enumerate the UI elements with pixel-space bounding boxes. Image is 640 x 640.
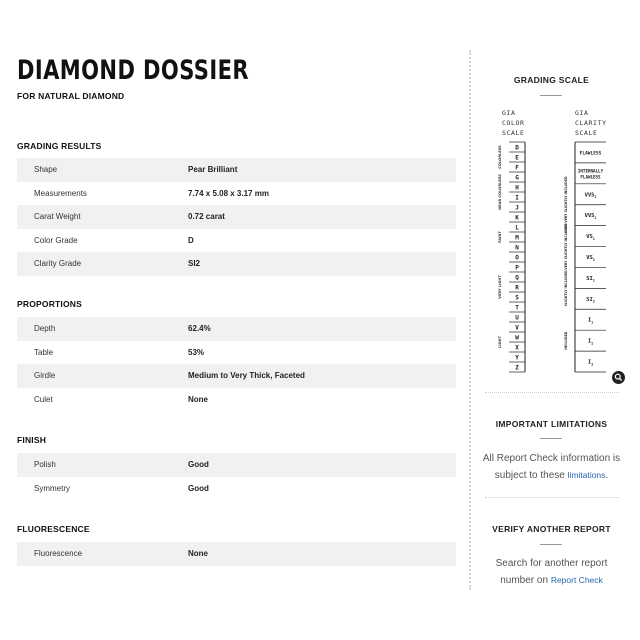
grading-scale-diagram bbox=[479, 142, 624, 382]
section-title-proportions: PROPORTIONS bbox=[17, 299, 83, 309]
clarity-grade-label: FLAWLESS bbox=[579, 151, 602, 157]
table-row bbox=[17, 453, 456, 477]
report-check-link[interactable]: Report Check bbox=[550, 575, 603, 585]
table-row bbox=[17, 205, 456, 229]
column-divider bbox=[469, 50, 471, 590]
section-title-finish: FINISH bbox=[17, 435, 47, 445]
title-rule bbox=[540, 438, 562, 439]
table-row bbox=[17, 341, 456, 365]
table-row bbox=[17, 158, 456, 182]
row-value: None bbox=[188, 549, 208, 559]
color-scale-heading: GIA COLOR SCALE bbox=[502, 109, 525, 137]
row-value: 7.74 x 5.08 x 3.17 mm bbox=[188, 188, 269, 198]
color-grade-label: M bbox=[515, 234, 519, 242]
table-row bbox=[17, 477, 456, 501]
row-label: Carat Weight bbox=[34, 212, 81, 222]
clarity-grade-label: $I_2$ bbox=[587, 338, 594, 346]
proportions-table bbox=[17, 317, 456, 411]
color-grade-label: Q bbox=[515, 274, 519, 282]
row-label: Depth bbox=[34, 324, 56, 334]
color-grade-label: F bbox=[515, 164, 519, 172]
row-value: 62.4% bbox=[188, 324, 211, 334]
clarity-group-label: VERY VERY SLIGHTLY INCLUDED bbox=[564, 176, 568, 234]
clarity-grade-label: $VS_1$ bbox=[586, 234, 595, 241]
color-grade-label: J bbox=[515, 204, 519, 212]
color-grade-label: G bbox=[515, 174, 519, 182]
section-title-grading-results: GRADING RESULTS bbox=[17, 141, 102, 151]
magnifier-glyph bbox=[612, 371, 625, 384]
clarity-grade-label: $I_1$ bbox=[587, 317, 594, 325]
limitations-text: All Report Check information is subject to these limitations. bbox=[482, 453, 621, 481]
color-grade-label: I bbox=[515, 194, 519, 202]
clarity-grade-label: INTERNALLY bbox=[577, 168, 604, 174]
color-group-label: VERY LIGHT bbox=[498, 275, 502, 299]
page-title: DIAMOND DOSSIER bbox=[17, 55, 249, 86]
row-value: Good bbox=[188, 483, 209, 493]
row-value: D bbox=[188, 235, 194, 245]
title-rule bbox=[540, 544, 562, 545]
table-row bbox=[17, 252, 456, 276]
row-label: Color Grade bbox=[34, 235, 78, 245]
table-row bbox=[17, 542, 456, 566]
fluorescence-table bbox=[17, 542, 456, 566]
row-value: SI2 bbox=[188, 259, 201, 269]
row-label: Fluorescence bbox=[34, 549, 83, 559]
color-group-label: COLORLESS bbox=[498, 145, 502, 169]
table-row bbox=[17, 317, 456, 341]
verify-text: Search for another report number on Report Check bbox=[495, 558, 608, 586]
clarity-grade-label: $SI_2$ bbox=[586, 296, 595, 304]
clarity-grade-label: $I_3$ bbox=[587, 359, 594, 367]
magnifier-icon[interactable] bbox=[612, 371, 625, 384]
title-rule bbox=[540, 95, 562, 96]
clarity-grade-label: $VVS_1$ bbox=[584, 192, 597, 200]
color-grade-label: P bbox=[515, 264, 519, 272]
verify-title: VERIFY ANOTHER REPORT bbox=[492, 524, 611, 534]
row-value: Pear Brilliant bbox=[188, 165, 238, 175]
color-grade-label: V bbox=[515, 324, 519, 332]
clarity-group-label: INCLUDED bbox=[564, 331, 568, 350]
row-value: 53% bbox=[188, 347, 205, 357]
row-value: None bbox=[188, 394, 208, 404]
row-label: Girdle bbox=[34, 371, 56, 381]
row-label: Shape bbox=[34, 165, 58, 175]
table-row bbox=[17, 182, 456, 206]
row-label: Table bbox=[34, 347, 54, 357]
clarity-scale-heading: GIA CLARITY SCALE bbox=[575, 109, 607, 137]
color-group-label: FAINT bbox=[498, 231, 502, 243]
color-grade-label: Z bbox=[515, 364, 519, 372]
color-grade-label: H bbox=[515, 184, 519, 192]
row-label: Polish bbox=[34, 460, 56, 470]
row-label: Symmetry bbox=[34, 483, 70, 493]
clarity-grade-label: FLAWLESS bbox=[580, 174, 601, 180]
color-grade-label: E bbox=[515, 154, 519, 162]
row-value: Medium to Very Thick, Faceted bbox=[188, 371, 305, 381]
color-grade-label: W bbox=[515, 334, 519, 342]
row-label: Clarity Grade bbox=[34, 259, 82, 269]
section-title-fluorescence: FLUORESCENCE bbox=[17, 524, 90, 534]
row-value: Good bbox=[188, 460, 209, 470]
color-grade-label: U bbox=[515, 314, 519, 322]
clarity-grade-label: $VS_2$ bbox=[586, 255, 595, 262]
row-label: Culet bbox=[34, 394, 53, 404]
color-grade-label: T bbox=[515, 304, 519, 312]
color-grade-label: D bbox=[515, 144, 519, 152]
color-grade-label: O bbox=[515, 254, 519, 262]
color-group-label: NEAR COLORLESS bbox=[498, 174, 502, 210]
section-separator bbox=[485, 392, 619, 393]
color-grade-label: R bbox=[515, 284, 519, 292]
clarity-grade-label: $VVS_2$ bbox=[584, 213, 597, 220]
clarity-grade-label: $SI_1$ bbox=[586, 275, 595, 283]
clarity-group-label: SLIGHTLY INCLUDED bbox=[564, 270, 568, 307]
color-grade-label: X bbox=[515, 344, 519, 352]
color-grade-label: Y bbox=[515, 354, 519, 362]
section-separator bbox=[485, 497, 619, 498]
clarity-group-label: VERY SLIGHTLY INCLUDED bbox=[564, 223, 568, 270]
color-grade-label: S bbox=[515, 294, 519, 302]
finish-table bbox=[17, 453, 456, 500]
page-subtitle: FOR NATURAL DIAMOND bbox=[17, 91, 125, 101]
table-row bbox=[17, 388, 456, 412]
table-row bbox=[17, 229, 456, 253]
color-grade-label: N bbox=[515, 244, 519, 252]
color-grade-label: K bbox=[515, 214, 519, 222]
row-value: 0.72 carat bbox=[188, 212, 225, 222]
grading-results-table bbox=[17, 158, 456, 276]
color-group-label: LIGHT bbox=[498, 335, 502, 349]
row-label: Measurements bbox=[34, 188, 87, 198]
table-row bbox=[17, 364, 456, 388]
limitations-link[interactable]: limitations bbox=[567, 470, 606, 480]
limitations-title: IMPORTANT LIMITATIONS bbox=[495, 419, 608, 429]
color-grade-label: L bbox=[515, 224, 519, 232]
grading-scale-title: GRADING SCALE bbox=[513, 75, 590, 85]
